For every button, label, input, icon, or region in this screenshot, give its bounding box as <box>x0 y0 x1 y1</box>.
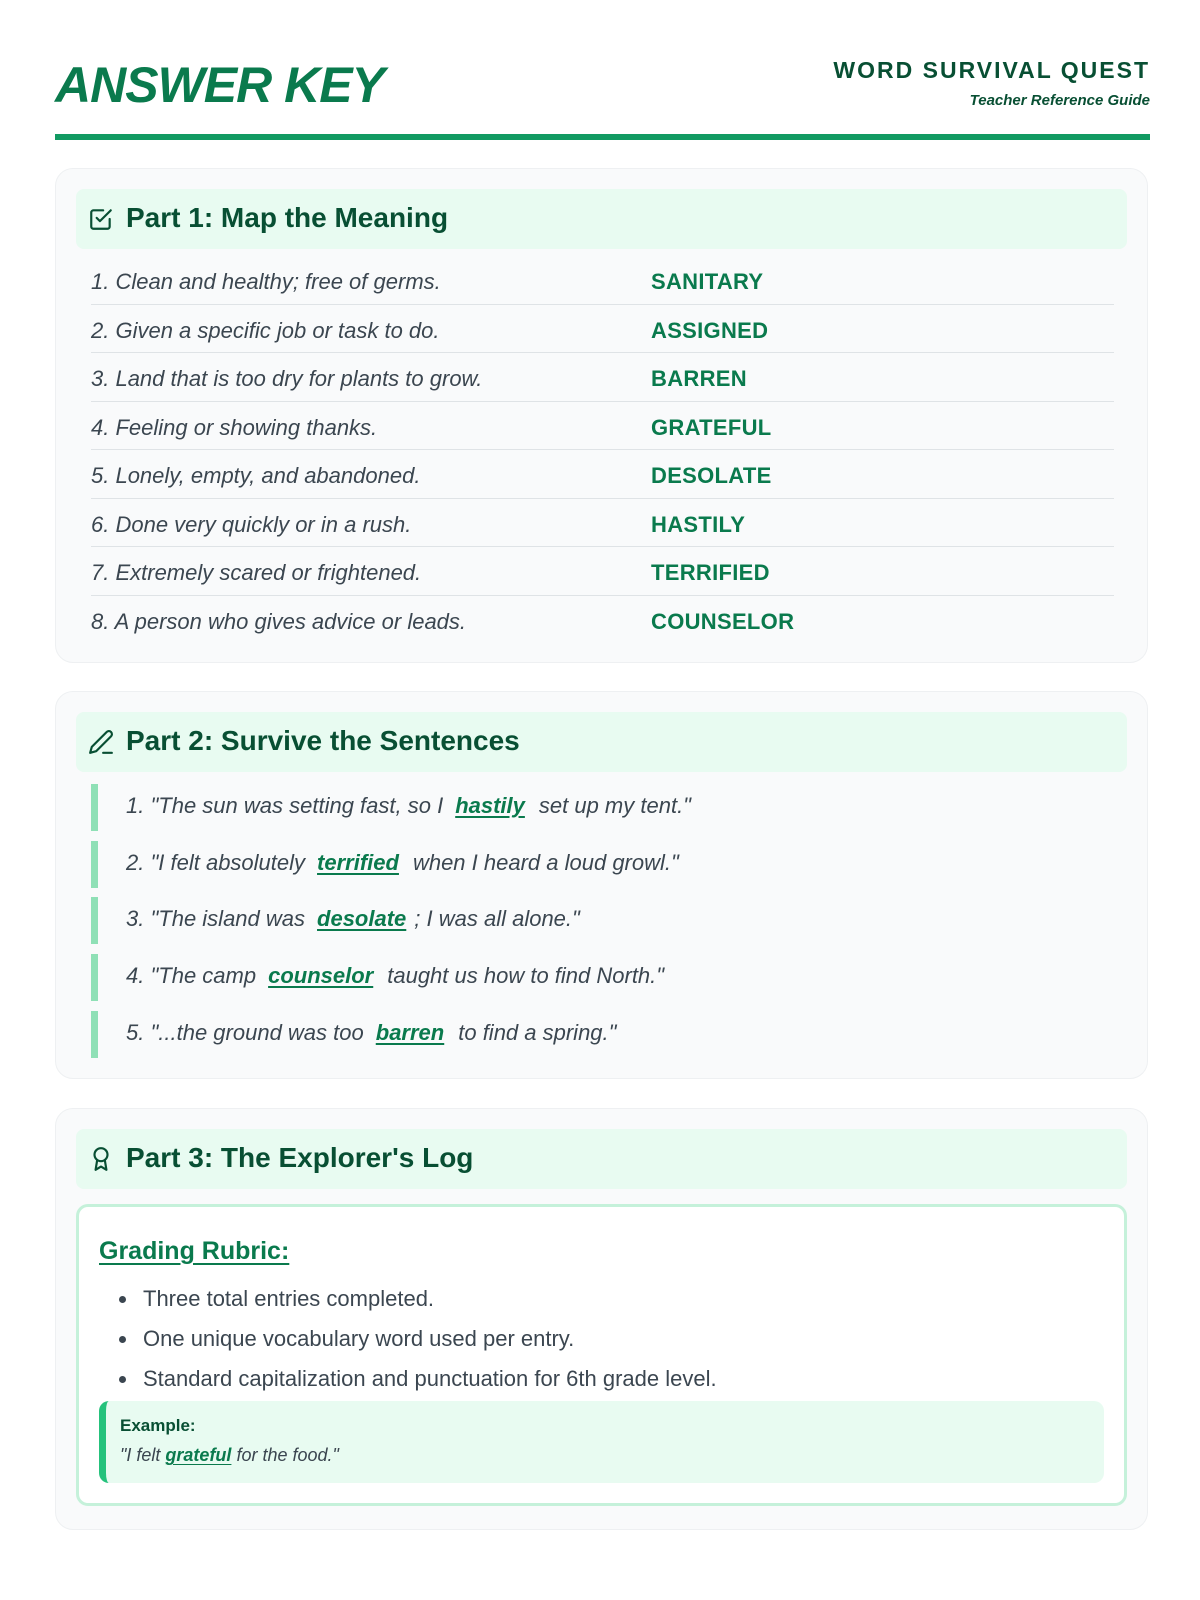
definition-text: 7. Extremely scared or frightened. <box>91 560 422 585</box>
sentence-before: 4. "The camp <box>126 963 257 989</box>
definition-answer: ASSIGNED <box>651 317 769 343</box>
part2-card <box>55 691 1148 1079</box>
sentence-before: 3. "The island was <box>126 906 306 932</box>
definition-answer: BARREN <box>651 366 747 391</box>
sentence-answer: hastily <box>455 793 525 818</box>
sentence-after: taught us how to find North." <box>387 963 665 989</box>
definition-row <box>91 402 1114 451</box>
definition-row <box>91 353 1114 402</box>
sentence-item <box>91 1011 1091 1058</box>
definition-answer: TERRIFIED <box>651 560 770 585</box>
sentence-answer: barren <box>375 1019 445 1045</box>
pencil-icon <box>88 729 114 755</box>
definition-row <box>91 450 1114 499</box>
definition-row <box>91 305 1114 354</box>
example-before: "I felt <box>120 1445 161 1465</box>
rubric-item: • One unique vocabulary word used per entry. <box>139 1319 717 1359</box>
sentence-list <box>91 784 1091 1067</box>
sentence-before: 2. "I felt absolutely <box>126 849 306 875</box>
definition-text: 3. Land that is too dry for plants to grow. <box>91 366 483 391</box>
definition-answer: HASTILY <box>651 511 746 537</box>
sentence-answer: terrified <box>317 849 399 875</box>
page-header <box>55 40 1150 140</box>
sentence-after: set up my tent." <box>538 793 691 818</box>
definition-row <box>91 499 1114 548</box>
part3-card <box>55 1108 1148 1530</box>
definitions-table <box>91 256 1114 644</box>
definition-text: 2. Given a specific job or task to do. <box>91 317 440 343</box>
quest-subtitle: Teacher Reference Guide <box>969 92 1150 109</box>
sentence-answer: counselor <box>268 963 374 989</box>
definition-row <box>91 596 1114 645</box>
definition-answer: DESOLATE <box>651 463 772 488</box>
example-label: Example: <box>120 1416 196 1435</box>
rubric-item: • Three total entries completed. <box>139 1279 717 1319</box>
rubric-item: • Standard capitalization and punctuation for 6th grade level. <box>139 1359 717 1399</box>
definition-text: 4. Feeling or showing thanks. <box>91 414 378 440</box>
quest-title: WORD SURVIVAL QUEST <box>833 57 1150 83</box>
sentence-after: ; I was all alone." <box>414 906 580 932</box>
rubric-list <box>139 1279 717 1399</box>
part2-title: Part 2: Survive the Sentences <box>126 725 520 756</box>
definition-answer: GRATEFUL <box>651 414 772 440</box>
example-answer: grateful <box>165 1445 232 1465</box>
definition-row <box>91 256 1114 305</box>
definition-text: 8. A person who gives advice or leads. <box>91 608 467 634</box>
rubric-title: Grading Rubric: <box>99 1237 290 1265</box>
definition-text: 1. Clean and healthy; free of germs. <box>91 269 441 294</box>
definition-text: 5. Lonely, empty, and abandoned. <box>91 463 421 488</box>
page-title: ANSWER KEY <box>55 57 384 113</box>
definition-row <box>91 547 1114 596</box>
sentence-before: 5. "...the ground was too <box>126 1019 364 1045</box>
sentence-answer: desolate <box>317 906 407 932</box>
part1-title: Part 1: Map the Meaning <box>126 202 449 233</box>
example-text <box>120 1445 339 1466</box>
part3-title: Part 3: The Explorer's Log <box>126 1142 474 1173</box>
sentence-after: to find a spring." <box>458 1019 617 1045</box>
part2-header <box>76 712 1127 772</box>
sentence-item <box>91 954 1091 1001</box>
part3-header <box>76 1129 1127 1189</box>
definition-answer: SANITARY <box>651 269 764 294</box>
definition-answer: COUNSELOR <box>651 608 795 634</box>
sentence-item <box>91 897 1091 944</box>
grading-rubric <box>76 1204 1127 1506</box>
sentence-item <box>91 784 1091 831</box>
checkbox-icon <box>88 206 114 232</box>
example-box <box>99 1401 1104 1483</box>
part1-header <box>76 189 1127 249</box>
sentence-before: 1. "The sun was setting fast, so I <box>126 793 444 818</box>
definition-text: 6. Done very quickly or in a rush. <box>91 511 412 537</box>
award-icon <box>88 1146 114 1172</box>
sentence-item <box>91 841 1091 888</box>
example-after: for the food." <box>236 1445 339 1465</box>
part1-card <box>55 168 1148 663</box>
sentence-after: when I heard a loud growl." <box>412 849 679 875</box>
